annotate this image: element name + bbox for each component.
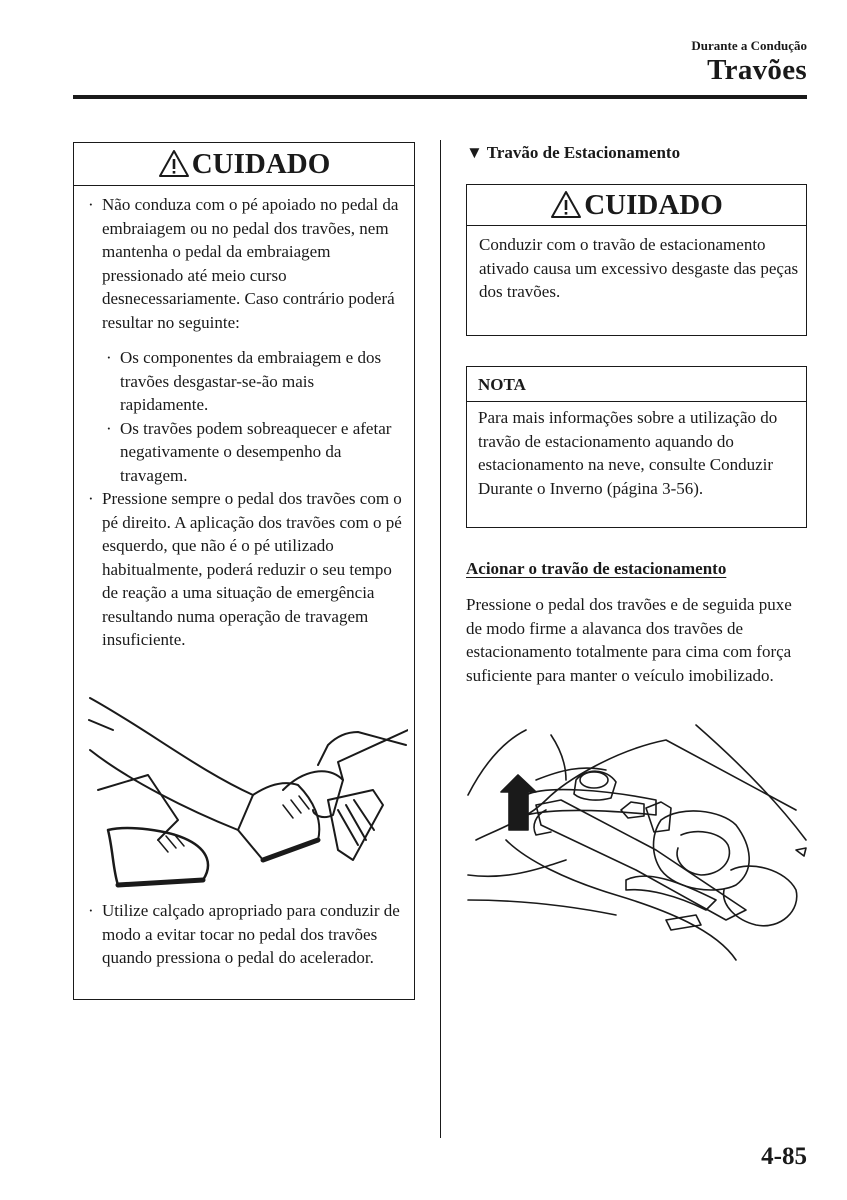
bullet-glyph: · bbox=[88, 901, 94, 920]
caution-header bbox=[467, 185, 806, 226]
parking-brake-lever-illustration bbox=[466, 720, 808, 965]
caution-text: Conduzir com o travão de estacionamento ativado causa um excessivo desgaste das peças dos travões. bbox=[479, 235, 799, 301]
page-title: Travões bbox=[707, 54, 807, 86]
bullet-glyph: · bbox=[88, 195, 94, 214]
warning-triangle-icon bbox=[550, 190, 582, 220]
list-item bbox=[88, 193, 406, 334]
right-caution-box bbox=[466, 184, 807, 336]
page-number: 4-85 bbox=[761, 1143, 807, 1170]
caution-list bbox=[88, 193, 406, 652]
apply-heading: Acionar o travão de estacionamento bbox=[466, 559, 727, 578]
note-box bbox=[466, 366, 807, 528]
bullet-text: Os componentes da embraiagem e dos travões desgastar-se-ão mais rapidamente. bbox=[120, 348, 382, 414]
bullet-text: Pressione sempre o pedal dos travões com o pé direito. A aplicação dos travões com o pé esquerdo, que não é o pé utilizado habitualmente, poderá reduzir o seu tempo de reação a uma situação de emergência resultando numa operação de travagem insuficiente. bbox=[102, 489, 402, 649]
caution-title: CUIDADO bbox=[584, 188, 723, 221]
note-text: Para mais informações sobre a utilização do travão de estacionamento aquando do estacionamento na neve, consulte Conduzir Durante o Inverno (página 3-56). bbox=[478, 408, 778, 498]
bullet-glyph: · bbox=[106, 418, 112, 438]
caution-list-continued bbox=[88, 899, 406, 970]
sub-list bbox=[106, 346, 406, 487]
bullet-text: Os travões podem sobreaquecer e afetar negativamente o desempenho da travagem. bbox=[120, 418, 392, 485]
bullet-glyph: · bbox=[106, 348, 112, 367]
feet-on-pedals-illustration bbox=[88, 690, 408, 890]
sub-list-item bbox=[106, 417, 406, 488]
subsection-title: Travão de Estacionamento bbox=[486, 143, 681, 162]
sub-list-item bbox=[106, 346, 406, 417]
subsection-heading bbox=[466, 143, 680, 163]
list-item bbox=[88, 487, 406, 652]
list-item bbox=[88, 899, 406, 970]
header-rule bbox=[73, 95, 807, 99]
bullet-glyph: · bbox=[88, 489, 94, 508]
column-divider bbox=[440, 140, 441, 1138]
caution-header bbox=[74, 143, 414, 186]
triangle-down-icon: ▼ bbox=[466, 143, 483, 162]
bullet-text: Não conduza com o pé apoiado no pedal da embraiagem ou no pedal dos travões, nem mantenha o pedal da embraiagem pressionado até meio curso desnecessariamente. Caso contrário poderá resultar no seguinte: bbox=[102, 195, 399, 332]
caution-title: CUIDADO bbox=[191, 147, 331, 180]
note-title: NOTA bbox=[467, 367, 806, 402]
bullet-text: Utilize calçado apropriado para conduzir de modo a evitar tocar no pedal dos travões quando pressiona o pedal do acelerador. bbox=[102, 901, 400, 967]
section-label: Durante a Condução bbox=[691, 38, 807, 53]
apply-text: Pressione o pedal dos travões e de seguida puxe de modo firme a alavanca dos travões de estacionamento totalmente para cima com força suficiente para manter o veículo imobilizado. bbox=[466, 595, 792, 685]
warning-triangle-icon bbox=[158, 149, 190, 179]
